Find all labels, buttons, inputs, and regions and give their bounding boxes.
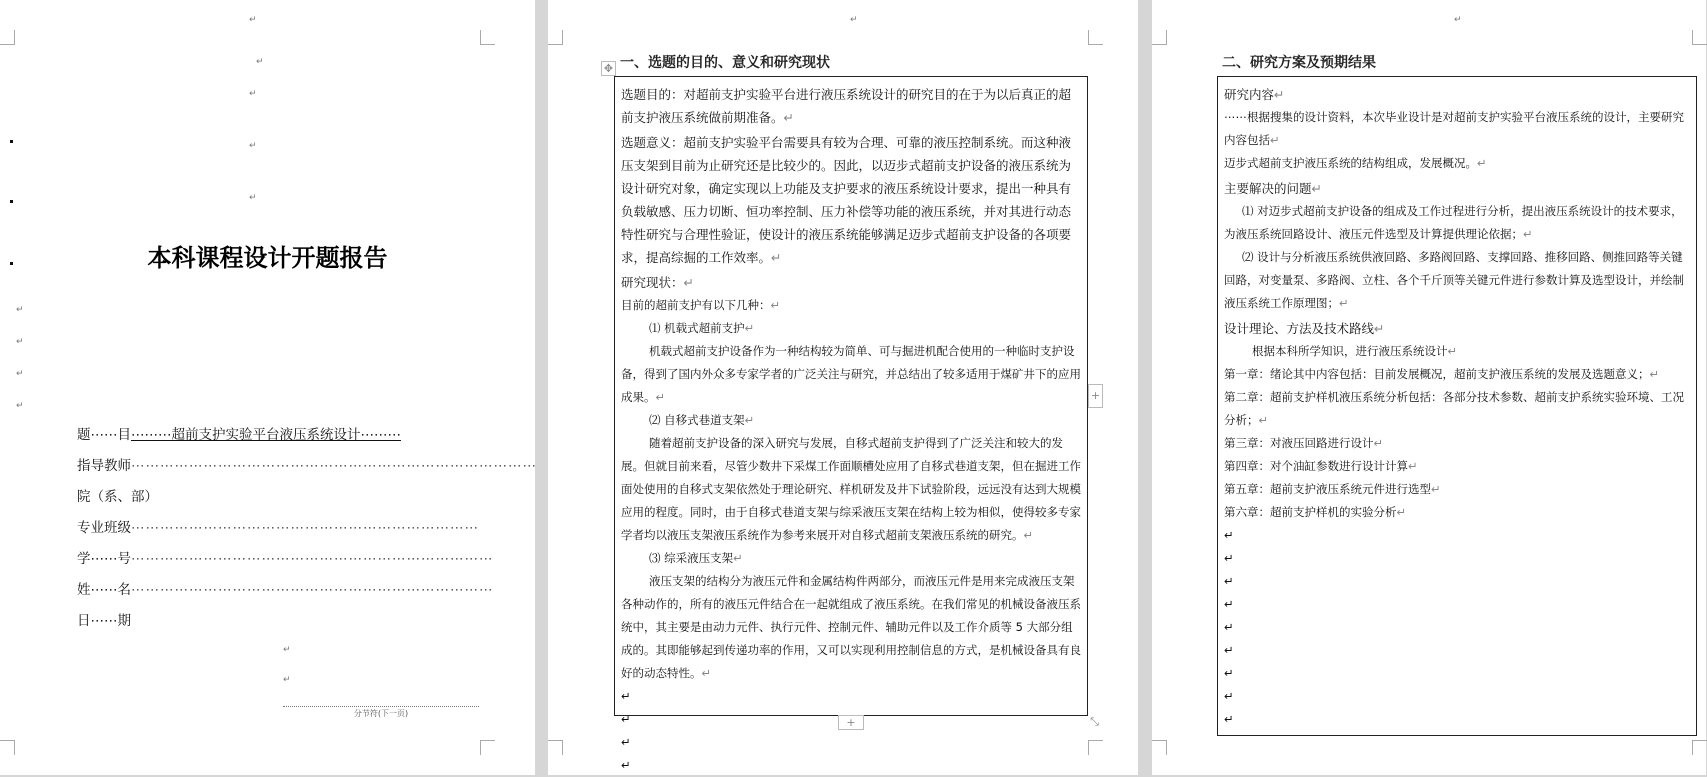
crop-mark: [1692, 30, 1707, 45]
paragraph[interactable]: [1224, 246, 1690, 315]
paragraph-text: 选题目的：对超前支护实验平台进行液压系统设计的研究目的在于为以后真正的超前支护液压系统做前期准备。: [621, 87, 1072, 125]
paragraph[interactable]: [1224, 200, 1690, 246]
field-label: 指导教师: [77, 458, 131, 474]
section-heading[interactable]: 二、研究方案及预期结果: [1222, 55, 1376, 71]
paragraph-text: 第五章：超前支护液压系统元件进行选型: [1224, 482, 1431, 496]
empty-paragraph[interactable]: ↵: [621, 758, 631, 772]
paragraph-text: ⑴ 对迈步式超前支护设备的组成及工作过程进行分析，提出液压系统设计的技术要求，为液压系统回路设计、液压元件选型及计算提供理论依据；: [1224, 204, 1683, 241]
page-gap: [1138, 0, 1151, 775]
crop-mark: [480, 30, 495, 45]
paragraph-mark: ↵: [249, 15, 257, 25]
page-three: [1152, 0, 1706, 775]
paragraph-text: ⑵ 设计与分析液压系统供液回路、多路阀回路、支撑回路、推移回路、侧推回路等关键回路，对变量泵、多路阀、立柱、各个千斤顶等关键元件进行参数计算及选型设计，并绘制液压系统工作原理图；: [1224, 250, 1684, 310]
paragraph[interactable]: [621, 432, 1081, 547]
paragraph-mark: ↵: [850, 15, 858, 25]
field-label: 题⋯⋯目: [77, 427, 131, 443]
paragraph[interactable]: [1224, 340, 1690, 363]
paragraph-mark: ↵: [1374, 321, 1385, 336]
paragraph[interactable]: [621, 547, 1081, 570]
paragraph[interactable]: [621, 570, 1081, 685]
empty-paragraph[interactable]: ↵: [1224, 528, 1234, 542]
paragraph-mark: ↵: [1023, 528, 1034, 542]
paragraph-mark: ↵: [1396, 505, 1407, 519]
paragraph-text: 研究现状：: [621, 275, 684, 290]
field-date[interactable]: [77, 609, 131, 629]
paragraph-mark: ↵: [1431, 482, 1441, 496]
paragraph-text: 主要解决的问题: [1224, 181, 1312, 196]
paragraph-mark: ↵: [256, 57, 264, 67]
field-class[interactable]: [77, 516, 479, 536]
paragraph-text: 机载式超前支护设备作为一种结构较为简单、可与掘进机配合使用的一种临时支护设备，得到了国内外众多专家学者的广泛关注与研究，并总结出了较多适用于煤矿井下的应用成果。: [621, 344, 1081, 404]
paragraph-text: 第一章：绪论其中内容包括：目前发展概况，超前支护液压系统的发展及选题意义；: [1224, 367, 1650, 381]
empty-paragraph[interactable]: ↵: [621, 735, 631, 749]
paragraph[interactable]: [621, 131, 1081, 269]
crop-mark: [0, 30, 15, 45]
field-value[interactable]: ⋯⋯⋯⋯⋯⋯⋯⋯⋯⋯⋯⋯⋯⋯⋯⋯⋯⋯⋯⋯⋯⋯⋯⋯⋯⋯⋯⋯: [131, 458, 537, 474]
add-row-icon[interactable]: +: [838, 715, 864, 730]
empty-paragraph[interactable]: ↵: [1224, 620, 1234, 634]
paragraph-mark: ↵: [701, 666, 712, 680]
empty-paragraph[interactable]: ↵: [621, 689, 631, 703]
paragraph-mark: ↵: [1339, 296, 1349, 310]
crop-mark: [1088, 30, 1103, 45]
field-value[interactable]: ⋯⋯⋯超前支护实验平台液压系统设计⋯⋯⋯: [131, 427, 401, 443]
field-value[interactable]: ⋯⋯⋯⋯⋯⋯⋯⋯⋯⋯⋯⋯⋯⋯⋯⋯⋯⋯⋯⋯⋯⋯⋯⋯⋯: [131, 551, 494, 567]
paragraph-mark: ↵: [16, 305, 24, 315]
paragraph-text: 第三章：对液压回路进行设计: [1224, 436, 1374, 450]
content-table[interactable]: [614, 76, 1088, 772]
crop-mark: [548, 30, 563, 45]
paragraph-mark: ↵: [1274, 87, 1285, 102]
table-resize-icon[interactable]: ⤡: [1090, 715, 1099, 728]
crop-mark: [1088, 740, 1103, 755]
content-table[interactable]: [1217, 76, 1697, 736]
list-bullet: [10, 200, 13, 203]
field-name[interactable]: [77, 578, 494, 598]
paragraph-mark: ↵: [683, 275, 694, 290]
paragraph-text: 选题意义：超前支护实验平台需要具有较为合理、可靠的液压控制系统。而这种液压支架到目前为止研究还是比较少的。因此，以迈步式超前支护设备的液压系统为设计研究对象，确定实现以上功能及支护要求的液压系统设计要求，提出一种具有负载敏感、压力切断、恒功率控制、压力补偿等功能的液压系统，并对其进行动态特性研究与合理性验证，使设计的液压系统能够满足迈步式超前支护设备的各项要求，提高综掘的工作效率。: [621, 135, 1072, 265]
field-label: 日⋯⋯期: [77, 613, 131, 629]
paragraph-text: 液压支架的结构分为液压元件和金属结构件两部分，而液压元件是用来完成液压支架各种动作的，所有的液压元件结合在一起就组成了液压系统。在我们常见的机械设备液压系统中，其主要是由动力元件、执行元件、控制元件、辅助元件以及工作介质等 5 大部分组成的。其即能够起到传递功率的作用，又可以实现利用控制信息的方式，是机械设备具有良好的动态特性。: [621, 574, 1081, 680]
empty-paragraph[interactable]: ↵: [1224, 666, 1234, 680]
paragraph-mark: ↵: [1373, 436, 1384, 450]
empty-paragraph[interactable]: ↵: [621, 712, 631, 726]
paragraph[interactable]: [621, 409, 1081, 432]
paragraph-mark: ↵: [733, 551, 743, 565]
paragraph-mark: ↵: [655, 390, 666, 404]
paragraph-mark: ↵: [744, 413, 755, 427]
add-column-icon[interactable]: +: [1088, 384, 1103, 408]
paragraph-mark: ↵: [1523, 227, 1533, 241]
paragraph-mark: ↵: [283, 645, 291, 655]
field-advisor[interactable]: [77, 454, 537, 474]
paragraph-text: ⑴ 机载式超前支护: [649, 321, 745, 335]
field-student-id[interactable]: [77, 547, 494, 567]
paragraph[interactable]: [1224, 152, 1690, 175]
paragraph-mark: ↵: [16, 369, 24, 379]
paragraph-mark: ↵: [783, 110, 794, 125]
paragraph-mark: ↵: [1447, 344, 1458, 358]
paragraph-mark: ↵: [1649, 367, 1660, 381]
paragraph[interactable]: [1224, 106, 1690, 152]
paragraph[interactable]: [1224, 501, 1690, 524]
paragraph-mark: ↵: [249, 89, 257, 99]
paragraph-text: ⋯⋯根据搜集的设计资料，本次毕业设计是对超前支护实验平台液压系统的设计，主要研究内容包括: [1224, 110, 1684, 147]
paragraph[interactable]: [1224, 363, 1690, 386]
paragraph-mark: ↵: [1311, 181, 1322, 196]
paragraph-text: 第四章：对个油缸参数进行设计计算: [1224, 459, 1408, 473]
paragraph[interactable]: [1224, 386, 1690, 432]
paragraph-text: ⑵ 自移式巷道支架: [649, 413, 745, 427]
paragraph-text: 目前的超前支护有以下几种：: [621, 298, 771, 312]
empty-paragraph[interactable]: ↵: [1224, 643, 1234, 657]
paragraph-mark: ↵: [1408, 459, 1418, 473]
paragraph-text: 研究内容: [1224, 87, 1275, 102]
paragraph-text: 设计理论、方法及技术路线: [1224, 321, 1375, 336]
paragraph-mark: ↵: [770, 298, 781, 312]
paragraph-text: 随着超前支护设备的深入研究与发展，自移式超前支护得到了广泛关注和较大的发展。但就目前来看，尽管少数井下采煤工作面顺槽处应用了自移式巷道支架，但在掘进工作面处使用的自移式支架依然处于理论研究、样机研发及井下试验阶段，远远没有达到大规模应用的程度。同时，由于自移式巷道支架与综采液压支架在结构上较为相似，使得较多专家学者均以液压支架液压系统作为参考来展开对自移式超前支架液压系统的研究。: [621, 436, 1081, 542]
paragraph-mark: ↵: [771, 250, 782, 265]
paragraph-text: 根据本科所学知识，进行液压系统设计: [1252, 344, 1448, 358]
crop-mark: [0, 740, 15, 755]
paragraph-mark: ↵: [16, 337, 24, 347]
page-two: [548, 0, 1138, 775]
crop-mark: [1152, 740, 1167, 755]
report-title[interactable]: 本科课程设计开题报告: [147, 243, 388, 272]
field-label: 姓⋯⋯名: [77, 582, 131, 598]
section-break-marker: 分节符(下一页): [283, 706, 479, 719]
paragraph-text: 第二章：超前支护样机液压系统分析包括：各部分技术参数、超前支护系统实验环境、工况分析；: [1224, 390, 1684, 427]
paragraph[interactable]: [1224, 478, 1690, 501]
paragraph-mark: ↵: [1258, 413, 1269, 427]
field-value[interactable]: ⋯⋯⋯⋯⋯⋯⋯⋯⋯⋯⋯⋯⋯⋯⋯⋯⋯⋯⋯⋯⋯⋯⋯⋯⋯: [131, 582, 494, 598]
crop-mark: [1152, 30, 1167, 45]
crop-mark: [1692, 740, 1707, 755]
paragraph-text: ⑶ 综采液压支架: [649, 551, 734, 565]
paragraph-mark: ↵: [1454, 15, 1462, 25]
paragraph[interactable]: [1224, 432, 1690, 455]
paragraph-text: 第六章：超前支护样机的实验分析: [1224, 505, 1397, 519]
field-label: 专业班级: [77, 520, 131, 536]
paragraph-mark: ↵: [1270, 133, 1280, 147]
crop-mark: [548, 740, 563, 755]
paragraph-mark: ↵: [249, 141, 257, 151]
paragraph-mark: ↵: [249, 193, 257, 203]
paragraph[interactable]: [621, 83, 1081, 129]
empty-paragraph[interactable]: ↵: [1224, 551, 1234, 565]
paragraph[interactable]: [1224, 177, 1690, 200]
paragraph[interactable]: [621, 271, 1081, 294]
field-value[interactable]: ⋯⋯⋯⋯⋯⋯⋯⋯⋯⋯⋯⋯⋯⋯⋯⋯⋯⋯⋯⋯⋯⋯⋯⋯: [131, 520, 479, 536]
paragraph[interactable]: [1224, 455, 1690, 478]
paragraph[interactable]: [621, 340, 1081, 409]
paragraph[interactable]: [1224, 83, 1690, 106]
list-bullet: [10, 140, 13, 143]
empty-paragraph[interactable]: ↵: [1224, 689, 1234, 703]
empty-paragraph[interactable]: ↵: [1224, 574, 1234, 588]
section-heading[interactable]: 一、选题的目的、意义和研究现状: [620, 55, 830, 71]
crop-mark: [480, 740, 495, 755]
paragraph-mark: ↵: [16, 401, 24, 411]
field-title[interactable]: [77, 423, 401, 443]
field-label: 院（系、部）: [77, 489, 158, 505]
cover-page: [0, 0, 535, 775]
empty-paragraph[interactable]: ↵: [1224, 597, 1234, 611]
paragraph-mark: ↵: [283, 675, 291, 685]
paragraph[interactable]: [621, 294, 1081, 317]
paragraph-text: 迈步式超前支护液压系统的结构组成，发展概况。: [1224, 156, 1477, 170]
table-move-handle-icon[interactable]: ✥: [601, 61, 616, 76]
paragraph[interactable]: [1224, 317, 1690, 340]
page-gap: [535, 0, 548, 775]
field-label: 学⋯⋯号: [77, 551, 131, 567]
field-department[interactable]: [77, 485, 158, 505]
empty-paragraph[interactable]: ↵: [1224, 712, 1234, 726]
paragraph-mark: ↵: [1477, 156, 1487, 170]
paragraph[interactable]: [621, 317, 1081, 340]
paragraph-mark: ↵: [744, 321, 755, 335]
